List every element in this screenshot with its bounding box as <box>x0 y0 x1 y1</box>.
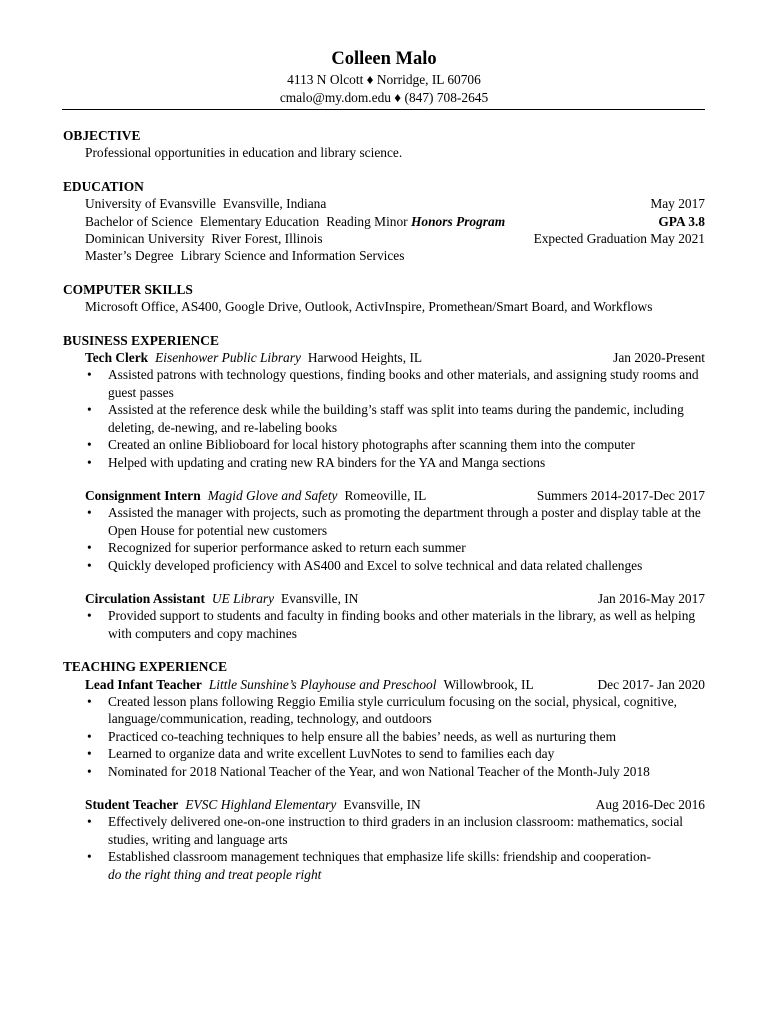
duty-text: Created an online Biblioboard for local history photographs after scanning them into the computer <box>108 437 635 453</box>
candidate-name: Colleen Malo <box>331 49 437 69</box>
duty-item <box>63 454 705 471</box>
duty-text: Effectively delivered one-on-one instruction to third graders in an inclusion classroom: mathematics, social studies, writing and language arts <box>108 814 684 847</box>
duty-text: Established classroom management techniques that emphasize life skills: friendship and cooperation- <box>108 849 651 865</box>
duty-item <box>63 504 705 539</box>
bullet-icon: • <box>87 728 92 744</box>
school-name: Dominican University <box>85 231 205 247</box>
job-info <box>85 349 422 366</box>
duty-list <box>63 693 705 780</box>
degree-info <box>85 213 505 230</box>
bullet-icon: • <box>87 557 92 573</box>
job-info <box>85 796 421 813</box>
section-title: BUSINESS EXPERIENCE <box>63 332 219 348</box>
duty-text: Quickly developed proficiency with AS400 and Excel to solve technical and data related challenges <box>108 557 643 573</box>
job-title: Circulation Assistant <box>85 590 205 606</box>
degree-name: Master’s Degree <box>85 248 174 264</box>
duty-item <box>63 813 705 848</box>
duty-item <box>63 607 705 642</box>
objective-text: Professional opportunities in education and library science. <box>85 145 403 161</box>
major: Elementary Education <box>199 213 320 229</box>
duty-list <box>63 813 705 883</box>
duty-list <box>63 607 705 642</box>
honors-program: Honors Program <box>411 213 506 229</box>
duty-list <box>63 504 705 574</box>
address-line: 4113 N Olcott ♦ Norridge, IL 60706 <box>287 72 481 87</box>
duty-item <box>63 401 705 436</box>
graduation-date: Expected Graduation May 2021 <box>533 231 705 247</box>
skills-section <box>63 281 705 316</box>
job-header <box>63 796 705 813</box>
job-header <box>63 590 705 607</box>
duty-item <box>63 366 705 401</box>
education-row <box>63 247 705 264</box>
bullet-icon: • <box>87 367 92 383</box>
major: Library Science and Information Services <box>180 248 405 264</box>
minor: Reading Minor <box>326 213 408 229</box>
job-title: Student Teacher <box>85 797 179 812</box>
duty-text: Assisted at the reference desk while the building’s staff was split into teams during the pandemic, including deleting, de-newing, and re-labeling books <box>108 402 684 435</box>
gpa: GPA 3.8 <box>658 213 705 229</box>
education-row <box>63 195 705 212</box>
job-header <box>63 349 705 366</box>
school-location: River Forest, Illinois <box>211 231 323 247</box>
bullet-icon: • <box>87 402 92 418</box>
job-dates: Aug 2016-Dec 2016 <box>595 797 705 812</box>
job-entry <box>63 349 705 471</box>
school-name: University of Evansville <box>85 196 216 212</box>
bullet-icon: • <box>87 746 92 762</box>
job-location: Romeoville, IL <box>344 487 427 503</box>
job-entry <box>63 796 705 883</box>
job-entry <box>63 487 705 574</box>
duty-text-italic: do the right thing and treat people right <box>108 866 322 882</box>
business-experience-section <box>63 332 705 643</box>
duty-text: Provided support to students and faculty in finding books and other materials in the library, as well as helping with computers and copy machines <box>108 608 696 641</box>
duty-text: Assisted patrons with technology questions, finding books and other materials, and assigning study rooms and guest passes <box>108 367 699 400</box>
duty-text: Assisted the manager with projects, such as promoting the department through a poster and display table at the Open House for potential new customers <box>108 505 701 538</box>
duty-text: Recognized for superior performance asked to return each summer <box>108 540 466 556</box>
job-info <box>85 590 358 607</box>
bullet-icon: • <box>87 849 92 865</box>
bullet-icon: • <box>87 437 92 453</box>
job-dates: Jan 2016-May 2017 <box>597 590 705 606</box>
skills-text: Microsoft Office, AS400, Google Drive, Outlook, ActivInspire, Promethean/Smart Board, and Workflows <box>85 299 653 315</box>
bullet-icon: • <box>87 693 92 709</box>
employer: EVSC Highland Elementary <box>185 797 337 812</box>
job-entry <box>63 676 705 780</box>
job-header <box>63 487 705 504</box>
job-dates: Jan 2020-Present <box>613 350 705 366</box>
duty-item <box>63 557 705 574</box>
job-title: Lead Infant Teacher <box>85 676 202 692</box>
employer: Eisenhower Public Library <box>155 350 301 366</box>
objective-section <box>63 127 705 162</box>
duty-item <box>63 848 705 883</box>
job-location: Evansville, IN <box>343 797 421 812</box>
duty-text: Created lesson plans following Reggio Emilia style curriculum focusing on the social, physical, cognitive, language/communication, reading, technology, and outdoors <box>108 693 677 727</box>
section-title: EDUCATION <box>63 178 144 194</box>
bullet-icon: • <box>87 505 92 521</box>
job-dates: Dec 2017- Jan 2020 <box>597 676 705 692</box>
job-title: Consignment Intern <box>85 487 201 503</box>
duty-list <box>63 366 705 470</box>
resume-body <box>63 127 705 899</box>
degree-name: Bachelor of Science <box>85 213 193 229</box>
duty-text: Practiced co-teaching techniques to help ensure all the babies’ needs, as well as nurturing them <box>108 728 617 744</box>
bullet-icon: • <box>87 608 92 624</box>
bullet-icon: • <box>87 540 92 556</box>
duty-item <box>63 745 705 762</box>
teaching-experience-section <box>63 658 705 883</box>
job-location: Harwood Heights, IL <box>307 350 423 366</box>
header-divider <box>62 109 705 110</box>
job-entry <box>63 590 705 642</box>
duty-item <box>63 728 705 745</box>
job-title: Tech Clerk <box>85 350 149 366</box>
graduation-date: May 2017 <box>650 196 705 212</box>
education-section <box>63 178 705 265</box>
employer: UE Library <box>211 590 275 606</box>
job-location: Evansville, IN <box>281 590 359 606</box>
job-dates: Summers 2014-2017-Dec 2017 <box>536 487 705 503</box>
employer: Little Sunshine’s Playhouse and Preschool <box>208 676 437 692</box>
contact-line: cmalo@my.dom.edu ♦ (847) 708-2645 <box>279 90 489 105</box>
section-title: COMPUTER SKILLS <box>63 281 193 297</box>
section-title: OBJECTIVE <box>63 128 141 143</box>
bullet-icon: • <box>87 763 92 779</box>
employer: Magid Glove and Safety <box>207 487 338 503</box>
job-location: Willowbrook, IL <box>443 676 534 692</box>
school-info <box>85 195 326 212</box>
degree-info <box>85 247 404 264</box>
education-row <box>63 213 705 230</box>
bullet-icon: • <box>87 454 92 470</box>
education-row <box>63 230 705 247</box>
job-info <box>85 676 534 693</box>
section-title: TEACHING EXPERIENCE <box>63 659 228 675</box>
job-header <box>63 676 705 693</box>
duty-text: Helped with updating and crating new RA binders for the YA and Manga sections <box>108 454 546 470</box>
duty-item <box>63 436 705 453</box>
duty-text: Learned to organize data and write excellent LuvNotes to send to families each day <box>108 746 555 762</box>
duty-item <box>63 539 705 556</box>
duty-text: Nominated for 2018 National Teacher of the Year, and won National Teacher of the Month-July 2018 <box>108 763 650 779</box>
duty-item <box>63 763 705 780</box>
duty-item <box>63 693 705 728</box>
bullet-icon: • <box>87 814 92 830</box>
job-info <box>85 487 426 504</box>
school-info <box>85 230 323 247</box>
resume-header <box>0 47 768 107</box>
school-location: Evansville, Indiana <box>222 196 327 212</box>
